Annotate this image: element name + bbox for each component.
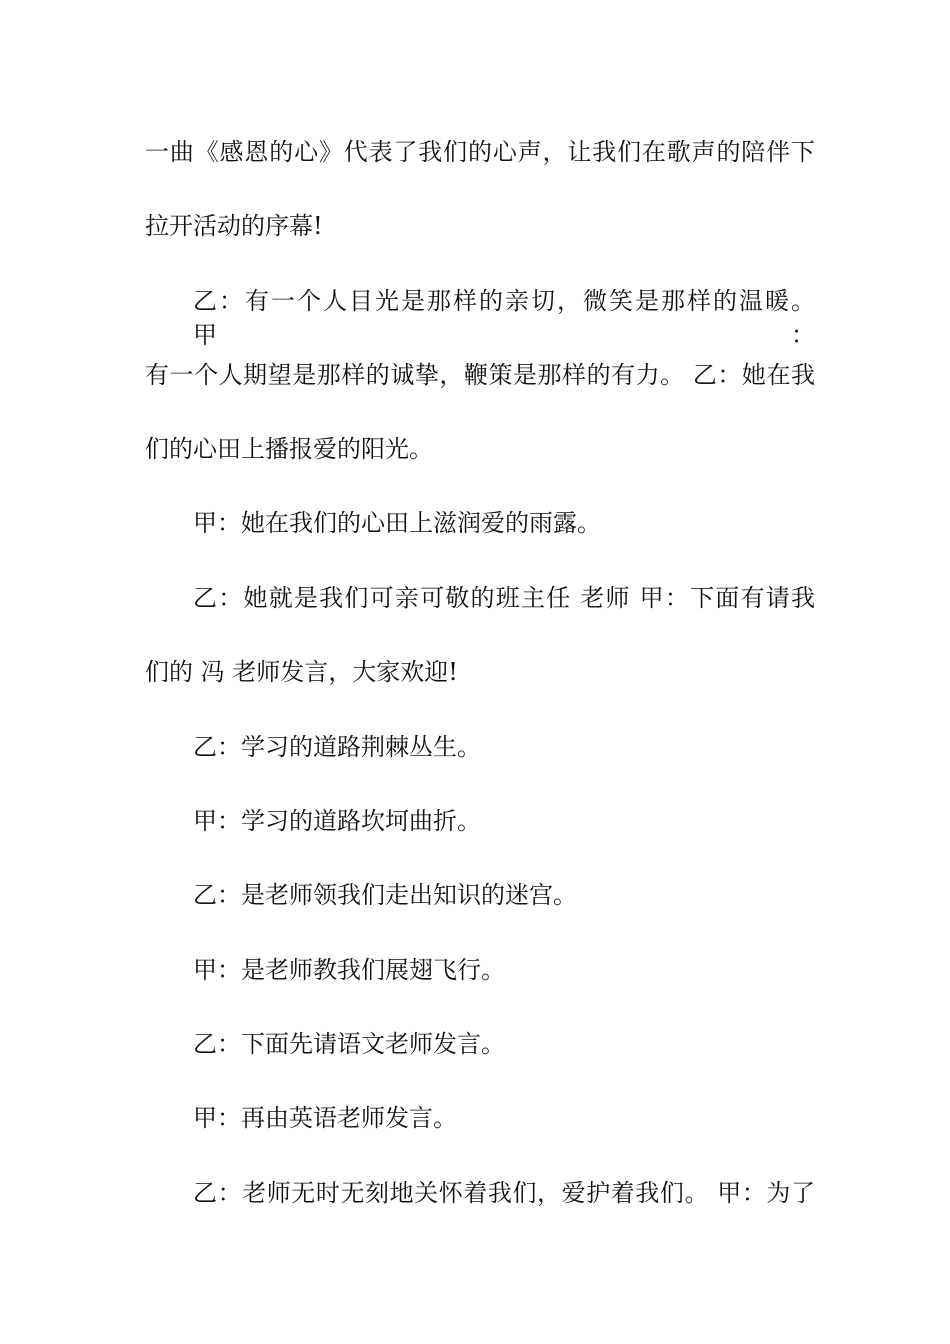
text-line: 甲：她在我们的心田上滋润爱的雨露。 [193, 509, 601, 537]
text-line: 们的 冯 老师发言，大家欢迎! [145, 658, 458, 686]
text-line: 乙：学习的道路荆棘丛生。 [193, 733, 481, 761]
text-line: 有一个人期望是那样的诚挚，鞭策是那样的有力。 乙：她在我 [145, 361, 815, 389]
text-line: 们的心田上播报爱的阳光。 [145, 435, 433, 463]
text-line: 一曲《感恩的心》代表了我们的心声，让我们在歌声的陪伴下 [145, 138, 815, 166]
text-line: 乙：有一个人目光是那样的亲切，微笑是那样的温暖。 甲： [193, 287, 815, 349]
text-line: 乙：她就是我们可亲可敬的班主任 老师 甲：下面有请我 [193, 584, 815, 612]
text-line: 乙：下面先请语文老师发言。 [193, 1030, 505, 1058]
text-line: 乙：是老师领我们走出知识的迷宫。 [193, 881, 577, 909]
text-line: 甲：是老师教我们展翅飞行。 [193, 956, 505, 984]
text-line: 甲：学习的道路坎坷曲折。 [193, 807, 481, 835]
text-line: 拉开活动的序幕! [145, 212, 323, 240]
text-line: 乙：老师无时无刻地关怀着我们，爱护着我们。 甲：为了 [193, 1179, 815, 1207]
text-line: 甲：再由英语老师发言。 [193, 1104, 457, 1132]
